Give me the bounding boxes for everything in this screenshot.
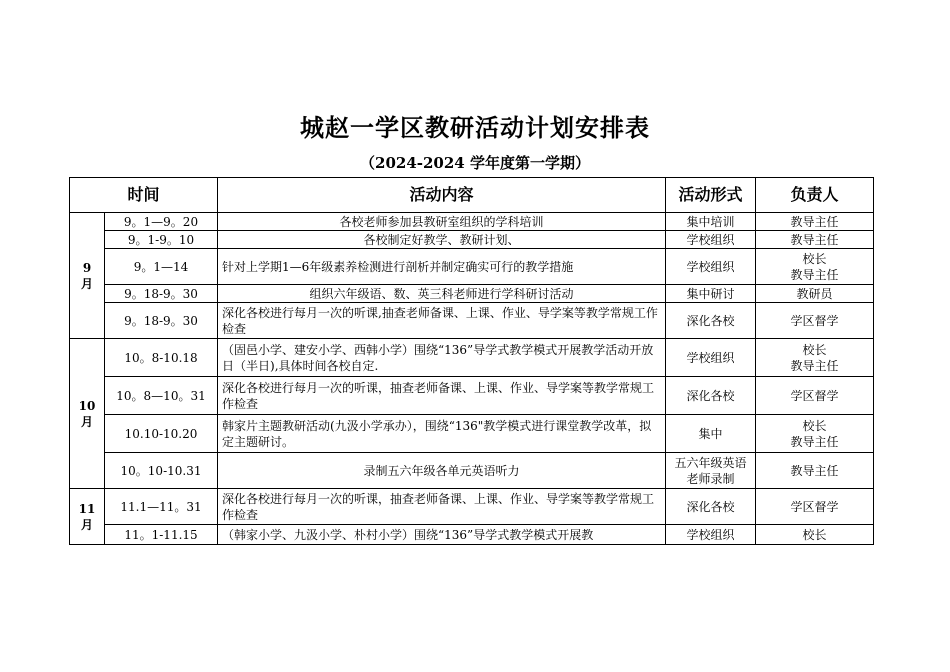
table-header-row	[70, 178, 874, 213]
row-owner: 教导主任	[756, 453, 874, 489]
row-time: 11.1—11。31	[105, 489, 218, 525]
table-row	[70, 213, 874, 231]
row-form: 学校组织	[666, 249, 756, 285]
row-form: 深化各校	[666, 303, 756, 339]
row-owner: 教研员	[756, 285, 874, 303]
header-owner: 负责人	[756, 178, 874, 213]
row-time: 10.10-10.20	[105, 415, 218, 453]
row-form: 深化各校	[666, 489, 756, 525]
row-content: （韩家小学、九汲小学、朴村小学）围绕“136”导学式教学模式开展教	[218, 525, 666, 545]
header-time: 时间	[70, 178, 218, 213]
table-row	[70, 231, 874, 249]
row-content: 录制五六年级各单元英语听力	[218, 453, 666, 489]
row-owner: 校长 教导主任	[756, 415, 874, 453]
row-form: 深化各校	[666, 377, 756, 415]
row-time: 9。18-9。30	[105, 303, 218, 339]
table-row	[70, 249, 874, 285]
row-form: 学校组织	[666, 339, 756, 377]
row-time: 9。18-9。30	[105, 285, 218, 303]
row-content: 深化各校进行每月一次的听课，抽查老师备课、上课、作业、导学案等教学常规工作检查	[218, 377, 666, 415]
row-content: 深化各校进行每月一次的听课,抽查老师备课、上课、作业、导学案等教学常规工作检查	[218, 303, 666, 339]
row-form: 集中培训	[666, 213, 756, 231]
header-content: 活动内容	[218, 178, 666, 213]
row-time: 9。1-9。10	[105, 231, 218, 249]
document-subtitle: （2024-2024 学年度第一学期）	[360, 154, 590, 172]
header-form: 活动形式	[666, 178, 756, 213]
row-form: 学校组织	[666, 525, 756, 545]
table-row	[70, 285, 874, 303]
row-form: 学校组织	[666, 231, 756, 249]
row-time: 9。1—14	[105, 249, 218, 285]
table-row	[70, 489, 874, 525]
row-time: 10。8-10.18	[105, 339, 218, 377]
row-owner: 学区督学	[756, 377, 874, 415]
row-content: 各校老师参加县教研室组织的学科培训	[218, 213, 666, 231]
month-label-sep: 9 月	[70, 213, 105, 339]
table-row	[70, 415, 874, 453]
row-owner: 校长 教导主任	[756, 249, 874, 285]
activity-plan-table	[69, 177, 874, 545]
row-owner: 学区督学	[756, 489, 874, 525]
row-owner: 教导主任	[756, 213, 874, 231]
row-content: 各校制定好教学、教研计划、	[218, 231, 666, 249]
row-time: 10。10-10.31	[105, 453, 218, 489]
row-time: 11。1-11.15	[105, 525, 218, 545]
table-row	[70, 525, 874, 545]
table-row	[70, 339, 874, 377]
row-owner: 校长	[756, 525, 874, 545]
month-label-oct: 10 月	[70, 339, 105, 489]
row-owner: 学区督学	[756, 303, 874, 339]
row-content: （固邑小学、建安小学、西韩小学）围绕“136”导学式教学模式开展教学活动开放日（半日),具体时间各校自定.	[218, 339, 666, 377]
month-label-nov: 11 月	[70, 489, 105, 545]
row-time: 9。1—9。20	[105, 213, 218, 231]
row-content: 深化各校进行每月一次的听课，抽查老师备课、上课、作业、导学案等教学常规工作检查	[218, 489, 666, 525]
row-content: 韩家片主题教研活动(九汲小学承办），围绕“136"教学模式进行课堂教学改革，拟定主题研讨。	[218, 415, 666, 453]
row-form: 集中	[666, 415, 756, 453]
table-row	[70, 377, 874, 415]
row-content: 针对上学期1—6年级素养检测进行剖析并制定确实可行的教学措施	[218, 249, 666, 285]
row-owner: 教导主任	[756, 231, 874, 249]
document-title: 城赵一学区教研活动计划安排表	[300, 113, 650, 142]
row-content: 组织六年级语、数、英三科老师进行学科研讨活动	[218, 285, 666, 303]
table-row	[70, 303, 874, 339]
row-time: 10。8—10。31	[105, 377, 218, 415]
row-owner: 校长 教导主任	[756, 339, 874, 377]
row-form: 五六年级英语老师录制	[666, 453, 756, 489]
table-row	[70, 453, 874, 489]
row-form: 集中研讨	[666, 285, 756, 303]
